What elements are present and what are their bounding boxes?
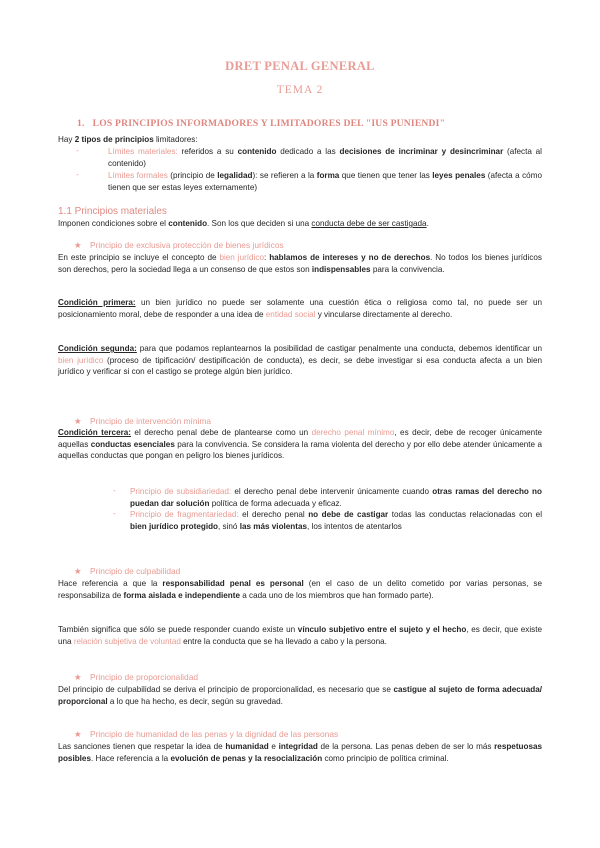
list-item-limites-materiales: Límites materiales: referidos a su contenido dedicado a las decisiones de incriminar y desincriminar (afecta al contenido) xyxy=(108,147,542,168)
subsection-intro: Imponen condiciones sobre el contenido. Son los que deciden si una conducta debe de ser castigada. xyxy=(58,219,429,228)
principle-heading-humanidad: ★ Principio de humanidad de las penas y la dignidad de las personas xyxy=(74,729,339,739)
principle-heading-bienes: ★ Principio de exclusiva protección de bienes jurídicos xyxy=(74,240,284,250)
star-icon: ★ xyxy=(74,566,82,576)
principle-heading-culpabilidad: ★ Principio de culpabilidad xyxy=(74,566,181,576)
list-item-subsidiariedad: Principio de subsidiariedad: el derecho penal debe intervenir únicamente cuando otras ramas del derecho no puedan dar solución política de forma adecuada y eficaz. xyxy=(130,487,542,508)
list-dash: - xyxy=(76,146,79,155)
paragraph-proporcionalidad: Del principio de culpabilidad se deriva el principio de proporcionalidad, es necesario que se castigue al sujeto de forma adecuada/ proporcional a lo que ha hecho, es decir, según su gravedad. xyxy=(58,685,542,706)
list-dash: - xyxy=(113,509,116,518)
paragraph-condicion-segunda: Condición segunda: para que podamos replantearnos la posibilidad de castigar penalmente una conducta, debemos identificar un bien jurídico (proceso de tipificación/ destipificación de conducta), es decir, se debe investigar si esa conducta afecta a un bien jurídico y verificar si con el castigo se protege algún bien jurídico. xyxy=(58,344,543,377)
principle-heading-minima: ★ Principio de intervención mínima xyxy=(74,416,212,426)
list-dash: - xyxy=(76,170,79,179)
document-subtitle: TEMA 2 xyxy=(276,84,324,96)
paragraph-humanidad: Las sanciones tienen que respetar la idea de humanidad e integridad de la persona. Las penas deben de ser lo más respetuosas posibles. Hace referencia a la evolución de penas y la resocialización como principio de política criminal. xyxy=(58,742,543,763)
document-title: DRET PENAL GENERAL xyxy=(225,59,375,73)
subsection-title: 1.1 Principios materiales xyxy=(58,206,167,217)
list-dash: - xyxy=(113,486,116,495)
paragraph-condicion-tercera: Condición tercera: el derecho penal debe de plantearse como un derecho penal mínimo, es decir, debe de recoger únicamente aquellas conductas esenciales para la convivencia. Se considera la rama violenta del derecho y por ello debe atender únicamente a aquellas conductas que pongan en peligro los bienes jurídicos. xyxy=(58,428,542,461)
intro-line: Hay 2 tipos de principios limitadores: xyxy=(58,135,198,144)
star-icon: ★ xyxy=(74,416,82,426)
paragraph-condicion-primera: Condición primera: un bien jurídico no puede ser solamente una cuestión ética o religiosa como tal, no puede ser un posicionamiento moral, debe de responder a una idea de entidad social y vincularse directamente al derecho. xyxy=(58,298,542,319)
paragraph-culpabilidad: Hace referencia a que la responsabilidad penal es personal (en el caso de un delito cometido por varias personas, se responsabiliza de forma aislada e independiente a cada uno de los miembros que han formado parte). xyxy=(58,579,542,600)
paragraph-bien-juridico: En este principio se incluye el concepto de bien jurídico: hablamos de intereses y no de derechos. No todos los bienes jurídicos son derechos, pero la sociedad llega a un consenso de que estos son indispensables para la convivencia. xyxy=(58,253,542,274)
star-icon: ★ xyxy=(74,240,82,250)
paragraph-vinculo-subjetivo: También significa que sólo se puede responder cuando existe un vínculo subjetivo entre el sujeto y el hecho, es decir, que existe una relación subjetiva de voluntad entre la conducta que se ha llevado a cabo y la persona. xyxy=(58,625,542,646)
star-icon: ★ xyxy=(74,672,82,682)
list-item-limites-formales: Límites formales (principio de legalidad): se refieren a la forma que tienen que tener las leyes penales (afecta a cómo tienen que ser estas leyes externamente) xyxy=(108,171,542,192)
principle-heading-proporcionalidad: ★ Principio de proporcionalidad xyxy=(74,672,199,682)
star-icon: ★ xyxy=(74,729,82,739)
list-item-fragmentariedad: Principio de fragmentariedad: el derecho penal no debe de castigar todas las conductas relacionadas con el bien jurídico protegido, sinó las más violentas, los intentos de atentarlos xyxy=(130,510,542,531)
section-heading: 1. LOS PRINCIPIOS INFORMADORES Y LIMITADORES DEL "IUS PUNIENDI" xyxy=(77,118,446,129)
